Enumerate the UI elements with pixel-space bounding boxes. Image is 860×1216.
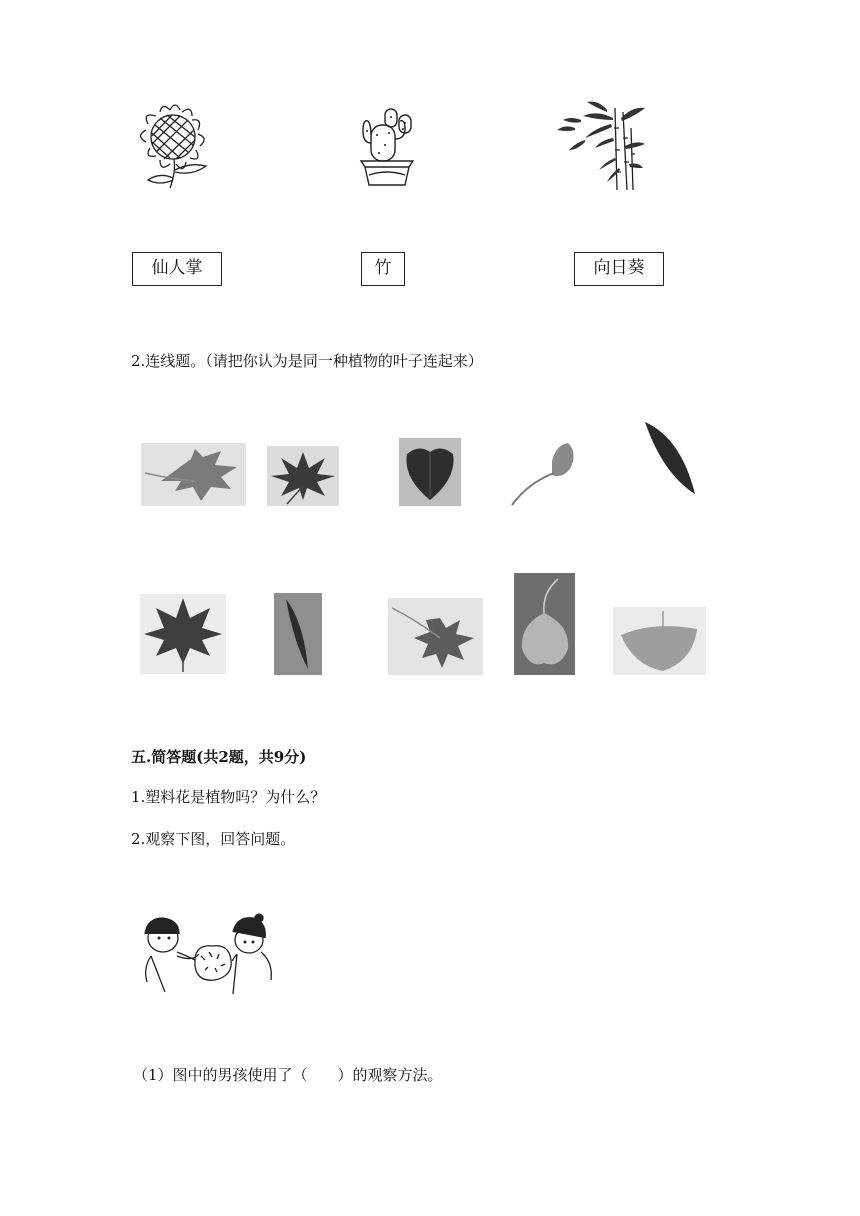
leaf-photo-ginkgo-1 bbox=[508, 439, 580, 507]
children-observing-drawing bbox=[137, 912, 279, 996]
leaf-photo-willow bbox=[274, 593, 322, 675]
leaf-photo-maple-1 bbox=[267, 446, 339, 506]
cactus-drawing bbox=[355, 105, 420, 190]
question-5-1-text: 1.塑料花是植物吗？为什么？ bbox=[131, 788, 326, 806]
label-box-sunflower: 向日葵 bbox=[574, 252, 664, 286]
leaf-photo-maple-2 bbox=[140, 594, 226, 674]
question-2-text: 2.连线题。（请把你认为是同一种植物的叶子连起来） bbox=[131, 352, 483, 370]
leaf-photo-dark-round bbox=[399, 438, 461, 506]
leaf-photo-plane-1 bbox=[141, 443, 246, 506]
leaf-photo-dark-heart bbox=[514, 573, 575, 675]
section-5-heading: 五.简答题(共2题，共9分) bbox=[131, 748, 307, 766]
leaf-photo-lanceolate bbox=[641, 418, 699, 498]
sunflower-drawing bbox=[130, 100, 215, 192]
leaf-photo-plane-2 bbox=[388, 598, 483, 675]
bamboo-drawing bbox=[555, 98, 647, 193]
label-box-cactus: 仙人掌 bbox=[132, 252, 222, 286]
leaf-photo-ginkgo-2 bbox=[613, 607, 706, 675]
question-5-2-sub-1-text: （1）图中的男孩使用了（ ）的观察方法。 bbox=[133, 1066, 443, 1084]
label-box-bamboo: 竹 bbox=[361, 252, 405, 286]
question-5-2-text: 2.观察下图，回答问题。 bbox=[131, 830, 296, 848]
